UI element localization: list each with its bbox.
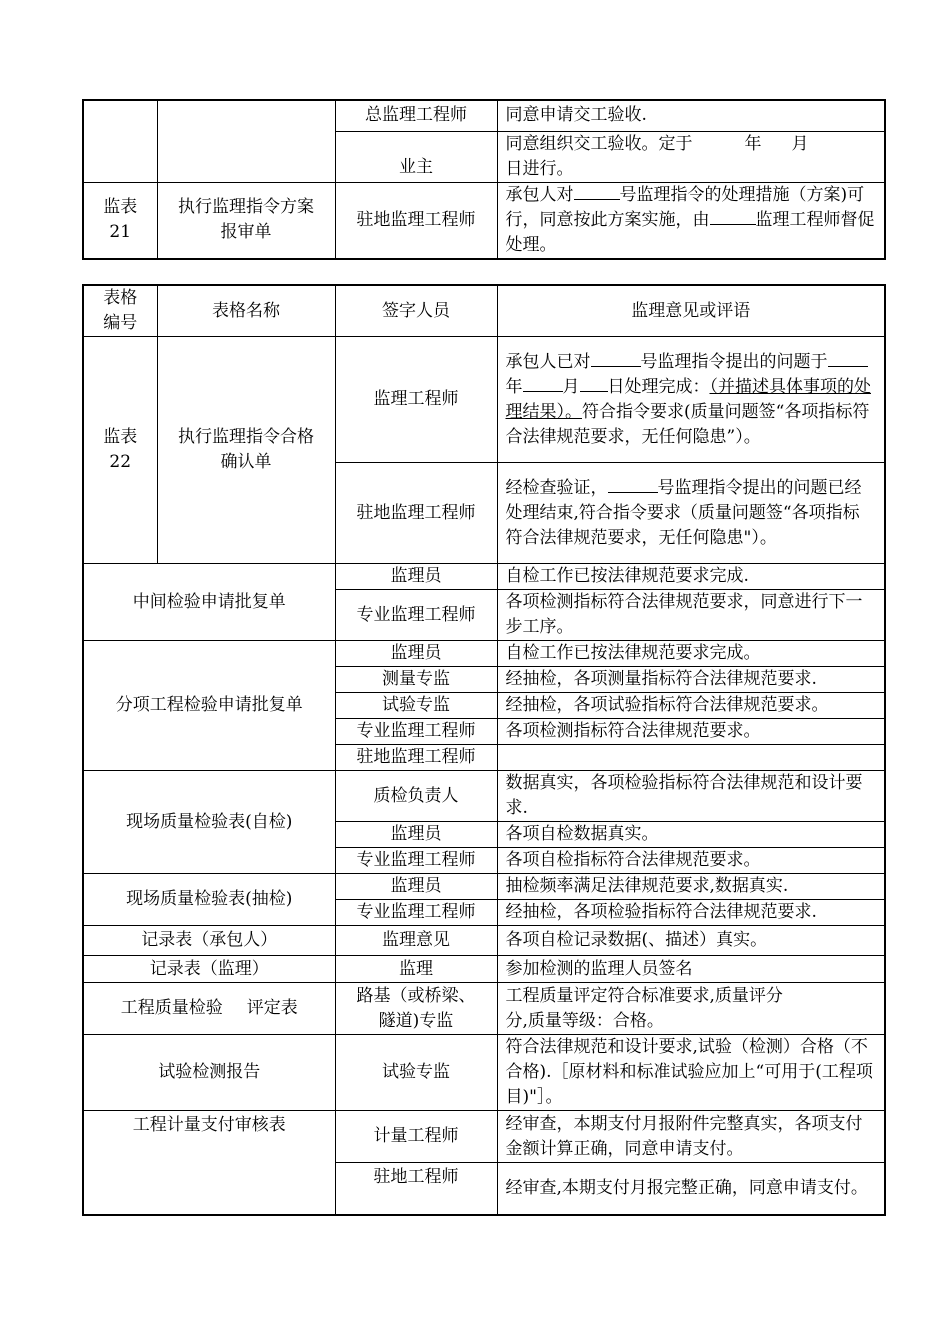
opinion-cell: 参加检测的监理人员签名 bbox=[497, 956, 885, 983]
header-opinion: 监理意见或评语 bbox=[497, 285, 885, 337]
form-name-cell: 分项工程检验申请批复单 bbox=[83, 641, 335, 771]
signer-cell: 驻地工程师 bbox=[335, 1163, 497, 1215]
signer-cell: 试验专监 bbox=[335, 1035, 497, 1111]
form-name-cell: 执行监理指令方案 报审单 bbox=[157, 182, 335, 259]
signer-cell: 监理员 bbox=[335, 564, 497, 590]
signer-cell: 监理员 bbox=[335, 822, 497, 848]
opinion-cell: 各项检测指标符合法律规范要求，同意进行下一步工序。 bbox=[497, 590, 885, 641]
opinion-cell: 同意申请交工验收. bbox=[497, 100, 885, 131]
opinion-cell: 抽检频率满足法律规范要求,数据真实. bbox=[497, 874, 885, 900]
form-code-cell: 监表 21 bbox=[83, 182, 157, 259]
signer-cell: 驻地监理工程师 bbox=[335, 463, 497, 564]
opinion-cell: 各项自检指标符合法律规范要求。 bbox=[497, 848, 885, 874]
signer-cell: 监理意见 bbox=[335, 926, 497, 956]
opinion-cell: 经检查验证， 号监理指令提出的问题已经处理结束,符合指令要求（质量问题签“各项指标符合法律规范要求，无任何隐患"）。 bbox=[497, 463, 885, 564]
form-name-cell: 记录表（承包人） bbox=[83, 926, 335, 956]
signer-cell: 专业监理工程师 bbox=[335, 719, 497, 745]
continued-table bbox=[82, 99, 886, 260]
signer-cell: 驻地监理工程师 bbox=[335, 182, 497, 259]
signer-cell: 路基（或桥梁、 隧道)专监 bbox=[335, 983, 497, 1035]
signer-cell: 业主 bbox=[335, 131, 497, 182]
opinion-cell: 经抽检，各项试验指标符合法律规范要求。 bbox=[497, 693, 885, 719]
opinion-cell bbox=[497, 745, 885, 771]
opinion-cell: 符合法律规范和设计要求,试验（检测）合格（不合格).［原材料和标准试验应加上“可用于(工程项目)"］。 bbox=[497, 1035, 885, 1111]
empty-name-cell bbox=[157, 100, 335, 182]
signer-cell: 计量工程师 bbox=[335, 1111, 497, 1163]
header-name: 表格名称 bbox=[157, 285, 335, 337]
form-name-cell: 中间检验申请批复单 bbox=[83, 564, 335, 641]
opinion-cell: 经审查,本期支付月报完整正确，同意申请支付。 bbox=[497, 1163, 885, 1215]
form-code-cell: 监表 22 bbox=[83, 337, 157, 564]
form-name-cell: 记录表（监理） bbox=[83, 956, 335, 983]
form-name-cell: 现场质量检验表(自检) bbox=[83, 771, 335, 874]
form-name-cell: 工程计量支付审核表 bbox=[83, 1111, 335, 1215]
opinion-cell: 经抽检，各项测量指标符合法律规范要求. bbox=[497, 667, 885, 693]
opinion-cell: 自检工作已按法律规范要求完成. bbox=[497, 564, 885, 590]
opinion-cell: 工程质量评定符合标准要求,质量评分 分,质量等级：合格。 bbox=[497, 983, 885, 1035]
opinion-cell: 经抽检，各项检验指标符合法律规范要求. bbox=[497, 900, 885, 926]
signer-cell: 监理员 bbox=[335, 874, 497, 900]
form-name-cell: 执行监理指令合格 确认单 bbox=[157, 337, 335, 564]
form-name-cell: 工程质量检验 评定表 bbox=[83, 983, 335, 1035]
signer-cell: 监理工程师 bbox=[335, 337, 497, 463]
signer-cell: 监理 bbox=[335, 956, 497, 983]
signer-cell: 专业监理工程师 bbox=[335, 900, 497, 926]
signer-cell: 质检负责人 bbox=[335, 771, 497, 822]
signer-cell: 测量专监 bbox=[335, 667, 497, 693]
signer-cell: 总监理工程师 bbox=[335, 100, 497, 131]
empty-code-cell bbox=[83, 100, 157, 182]
opinion-cell: 数据真实，各项检验指标符合法律规范和设计要求. bbox=[497, 771, 885, 822]
signer-cell: 驻地监理工程师 bbox=[335, 745, 497, 771]
signer-cell: 专业监理工程师 bbox=[335, 590, 497, 641]
opinion-cell: 各项自检数据真实。 bbox=[497, 822, 885, 848]
opinion-cell: 经审查，本期支付月报附件完整真实，各项支付金额计算正确，同意申请支付。 bbox=[497, 1111, 885, 1163]
signer-cell: 监理员 bbox=[335, 641, 497, 667]
form-name-cell: 试验检测报告 bbox=[83, 1035, 335, 1111]
opinion-cell: 同意组织交工验收。定于 年 月 日进行。 bbox=[497, 131, 885, 182]
form-name-cell: 现场质量检验表(抽检) bbox=[83, 874, 335, 926]
opinion-cell: 承包人对 号监理指令的处理措施（方案)可行，同意按此方案实施，由 监理工程师督促处理。 bbox=[497, 182, 885, 259]
opinion-cell: 各项自检记录数据(、描述）真实。 bbox=[497, 926, 885, 956]
header-code: 表格 编号 bbox=[83, 285, 157, 337]
signer-cell: 试验专监 bbox=[335, 693, 497, 719]
opinion-cell: 承包人已对 号监理指令提出的问题于年 月 日处理完成：（并描述具体事项的处理结果）。符合指令要求(质量问题签“各项指标符合法律规范要求，无任何隐患”）。 bbox=[497, 337, 885, 463]
header-signer: 签字人员 bbox=[335, 285, 497, 337]
opinion-cell: 自检工作已按法律规范要求完成。 bbox=[497, 641, 885, 667]
opinion-cell: 各项检测指标符合法律规范要求。 bbox=[497, 719, 885, 745]
signer-cell: 专业监理工程师 bbox=[335, 848, 497, 874]
opinion-table bbox=[82, 284, 886, 1216]
